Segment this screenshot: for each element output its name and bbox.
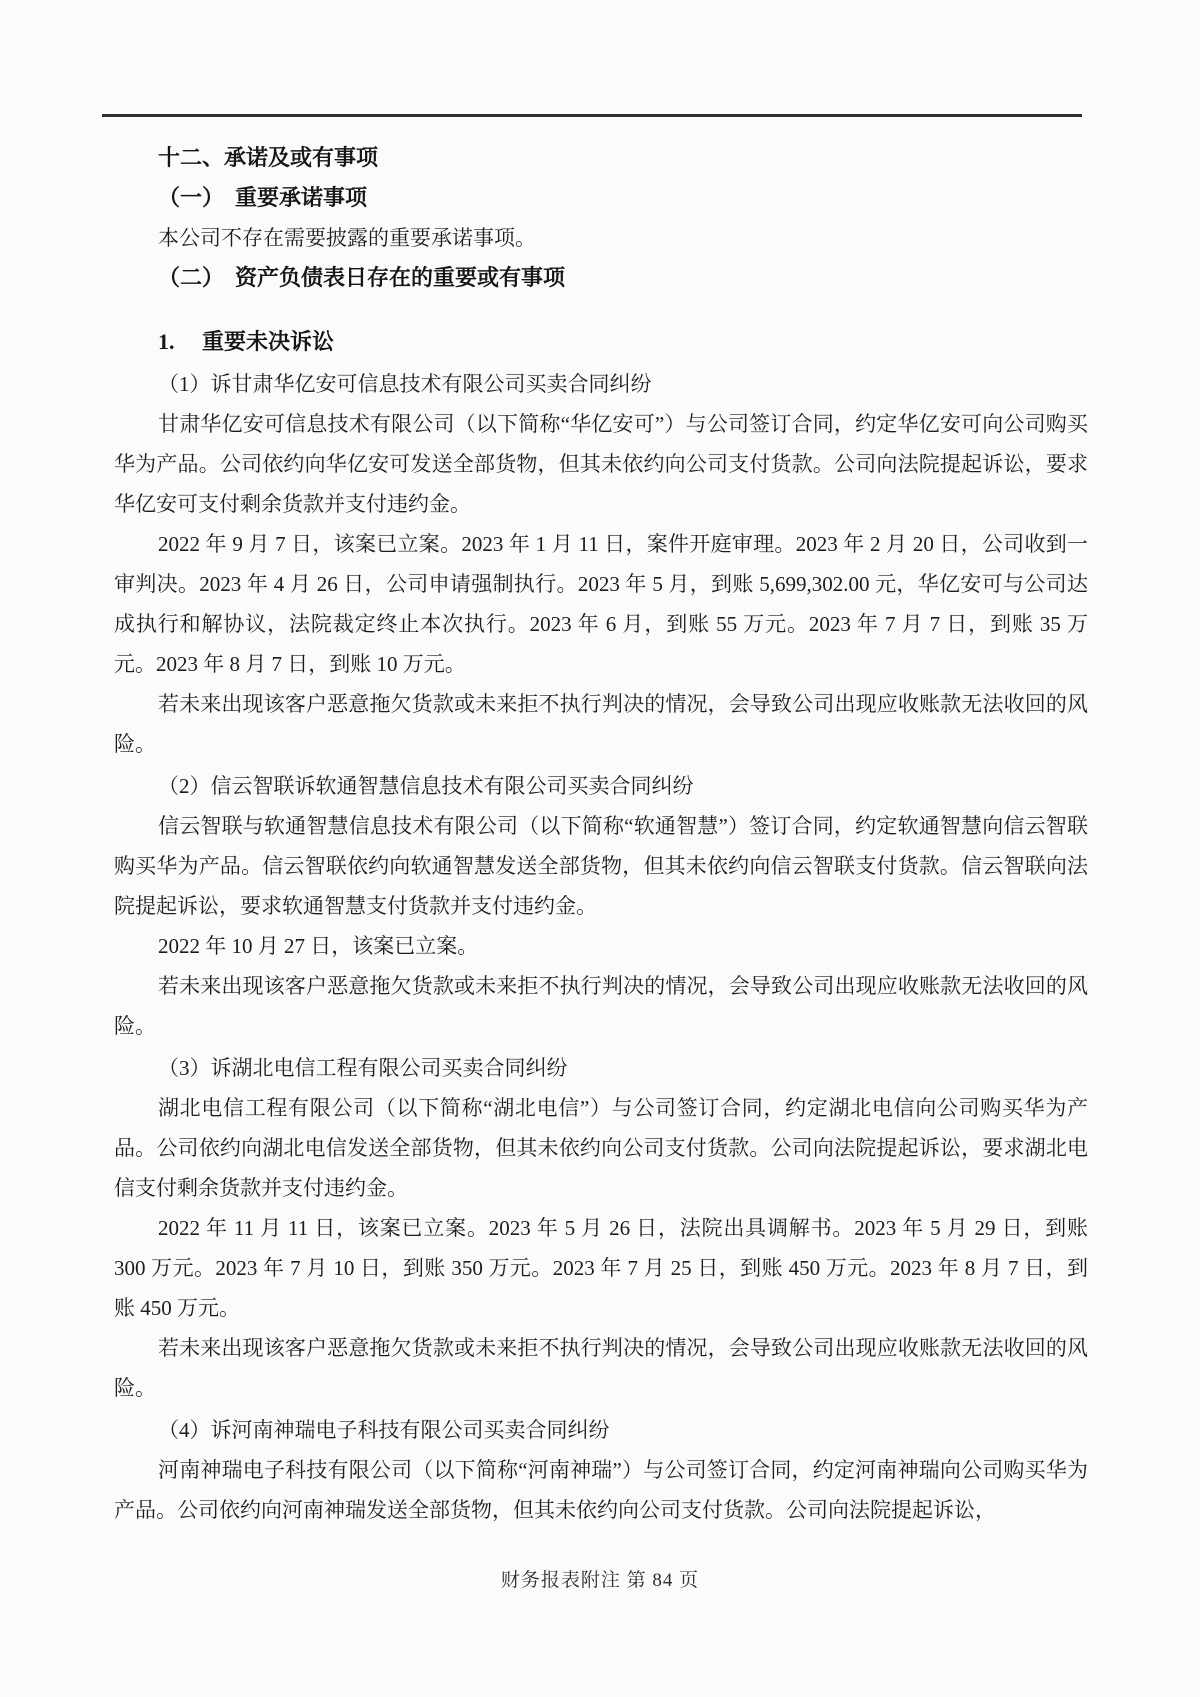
case-2-heading: （2）信云智联诉软通智慧信息技术有限公司买卖合同纠纷 [158, 774, 694, 798]
case-4-heading: （4）诉河南神瑞电子科技有限公司买卖合同纠纷 [158, 1418, 610, 1442]
case-2-paragraph-2: 2022 年 10 月 27 日，该案已立案。 [158, 934, 479, 958]
subsection-1-title: （一） 重要承诺事项 [158, 185, 368, 210]
case-1-heading: （1）诉甘肃华亿安可信息技术有限公司买卖合同纠纷 [158, 372, 652, 396]
case-2-paragraph-3: 若未来出现该客户恶意拖欠货款或未来拒不执行判决的情况，会导致公司出现应收账款无法收回的风险。 [114, 974, 1088, 1038]
item-1-title: 1. 重要未决诉讼 [158, 329, 335, 354]
document-content [114, 138, 1088, 1530]
case-1-paragraph-1: 甘肃华亿安可信息技术有限公司（以下简称“华亿安可”）与公司签订合同，约定华亿安可向公司购买华为产品。公司依约向华亿安可发送全部货物，但其未依约向公司支付货款。公司向法院提起诉讼，要求华亿安可支付剩余货款并支付违约金。 [114, 412, 1088, 516]
case-1-paragraph-3: 若未来出现该客户恶意拖欠货款或未来拒不执行判决的情况，会导致公司出现应收账款无法收回的风险。 [114, 692, 1088, 756]
page-number-footer: 财务报表附注 第 84 页 [500, 1570, 700, 1591]
header-rule [102, 114, 1082, 117]
section-title: 十二、承诺及或有事项 [158, 145, 379, 170]
case-3-paragraph-2: 2022 年 11 月 11 日，该案已立案。2023 年 5 月 26 日，法院出具调解书。2023 年 5 月 29 日，到账 300 万元。2023 年 7 月 10 日，到账 350 万元。2023 年 7 月 25 日，到账 450 万元。2023 年 8 月 7 日，到账 450 万元。 [114, 1216, 1088, 1320]
subsection-1-paragraph: 本公司不存在需要披露的重要承诺事项。 [158, 226, 536, 250]
case-3-paragraph-1: 湖北电信工程有限公司（以下简称“湖北电信”）与公司签订合同，约定湖北电信向公司购买华为产品。公司依约向湖北电信发送全部货物，但其未依约向公司支付货款。公司向法院提起诉讼，要求湖北电信支付剩余货款并支付违约金。 [114, 1096, 1088, 1200]
case-4-paragraph-1: 河南神瑞电子科技有限公司（以下简称“河南神瑞”）与公司签订合同，约定河南神瑞向公司购买华为产品。公司依约向河南神瑞发送全部货物，但其未依约向公司支付货款。公司向法院提起诉讼， [114, 1458, 1088, 1522]
subsection-2-title: （二） 资产负债表日存在的重要或有事项 [158, 265, 566, 290]
case-3-heading: （3）诉湖北电信工程有限公司买卖合同纠纷 [158, 1056, 568, 1080]
case-3-paragraph-3: 若未来出现该客户恶意拖欠货款或未来拒不执行判决的情况，会导致公司出现应收账款无法收回的风险。 [114, 1336, 1088, 1400]
case-1-paragraph-2: 2022 年 9 月 7 日，该案已立案。2023 年 1 月 11 日，案件开庭审理。2023 年 2 月 20 日，公司收到一审判决。2023 年 4 月 26 日，公司申请强制执行。2023 年 5 月，到账 5,699,302.00 元，华亿安可与公司达成执行和解协议，法院裁定终止本次执行。2023 年 6 月，到账 55 万元。2023 年 7 月 7 日，到账 35 万元。2023 年 8 月 7 日，到账 10 万元。 [114, 532, 1088, 676]
case-2-paragraph-1: 信云智联与软通智慧信息技术有限公司（以下简称“软通智慧”）签订合同，约定软通智慧向信云智联购买华为产品。信云智联依约向软通智慧发送全部货物，但其未依约向信云智联支付货款。信云智联向法院提起诉讼，要求软通智慧支付货款并支付违约金。 [114, 814, 1088, 918]
